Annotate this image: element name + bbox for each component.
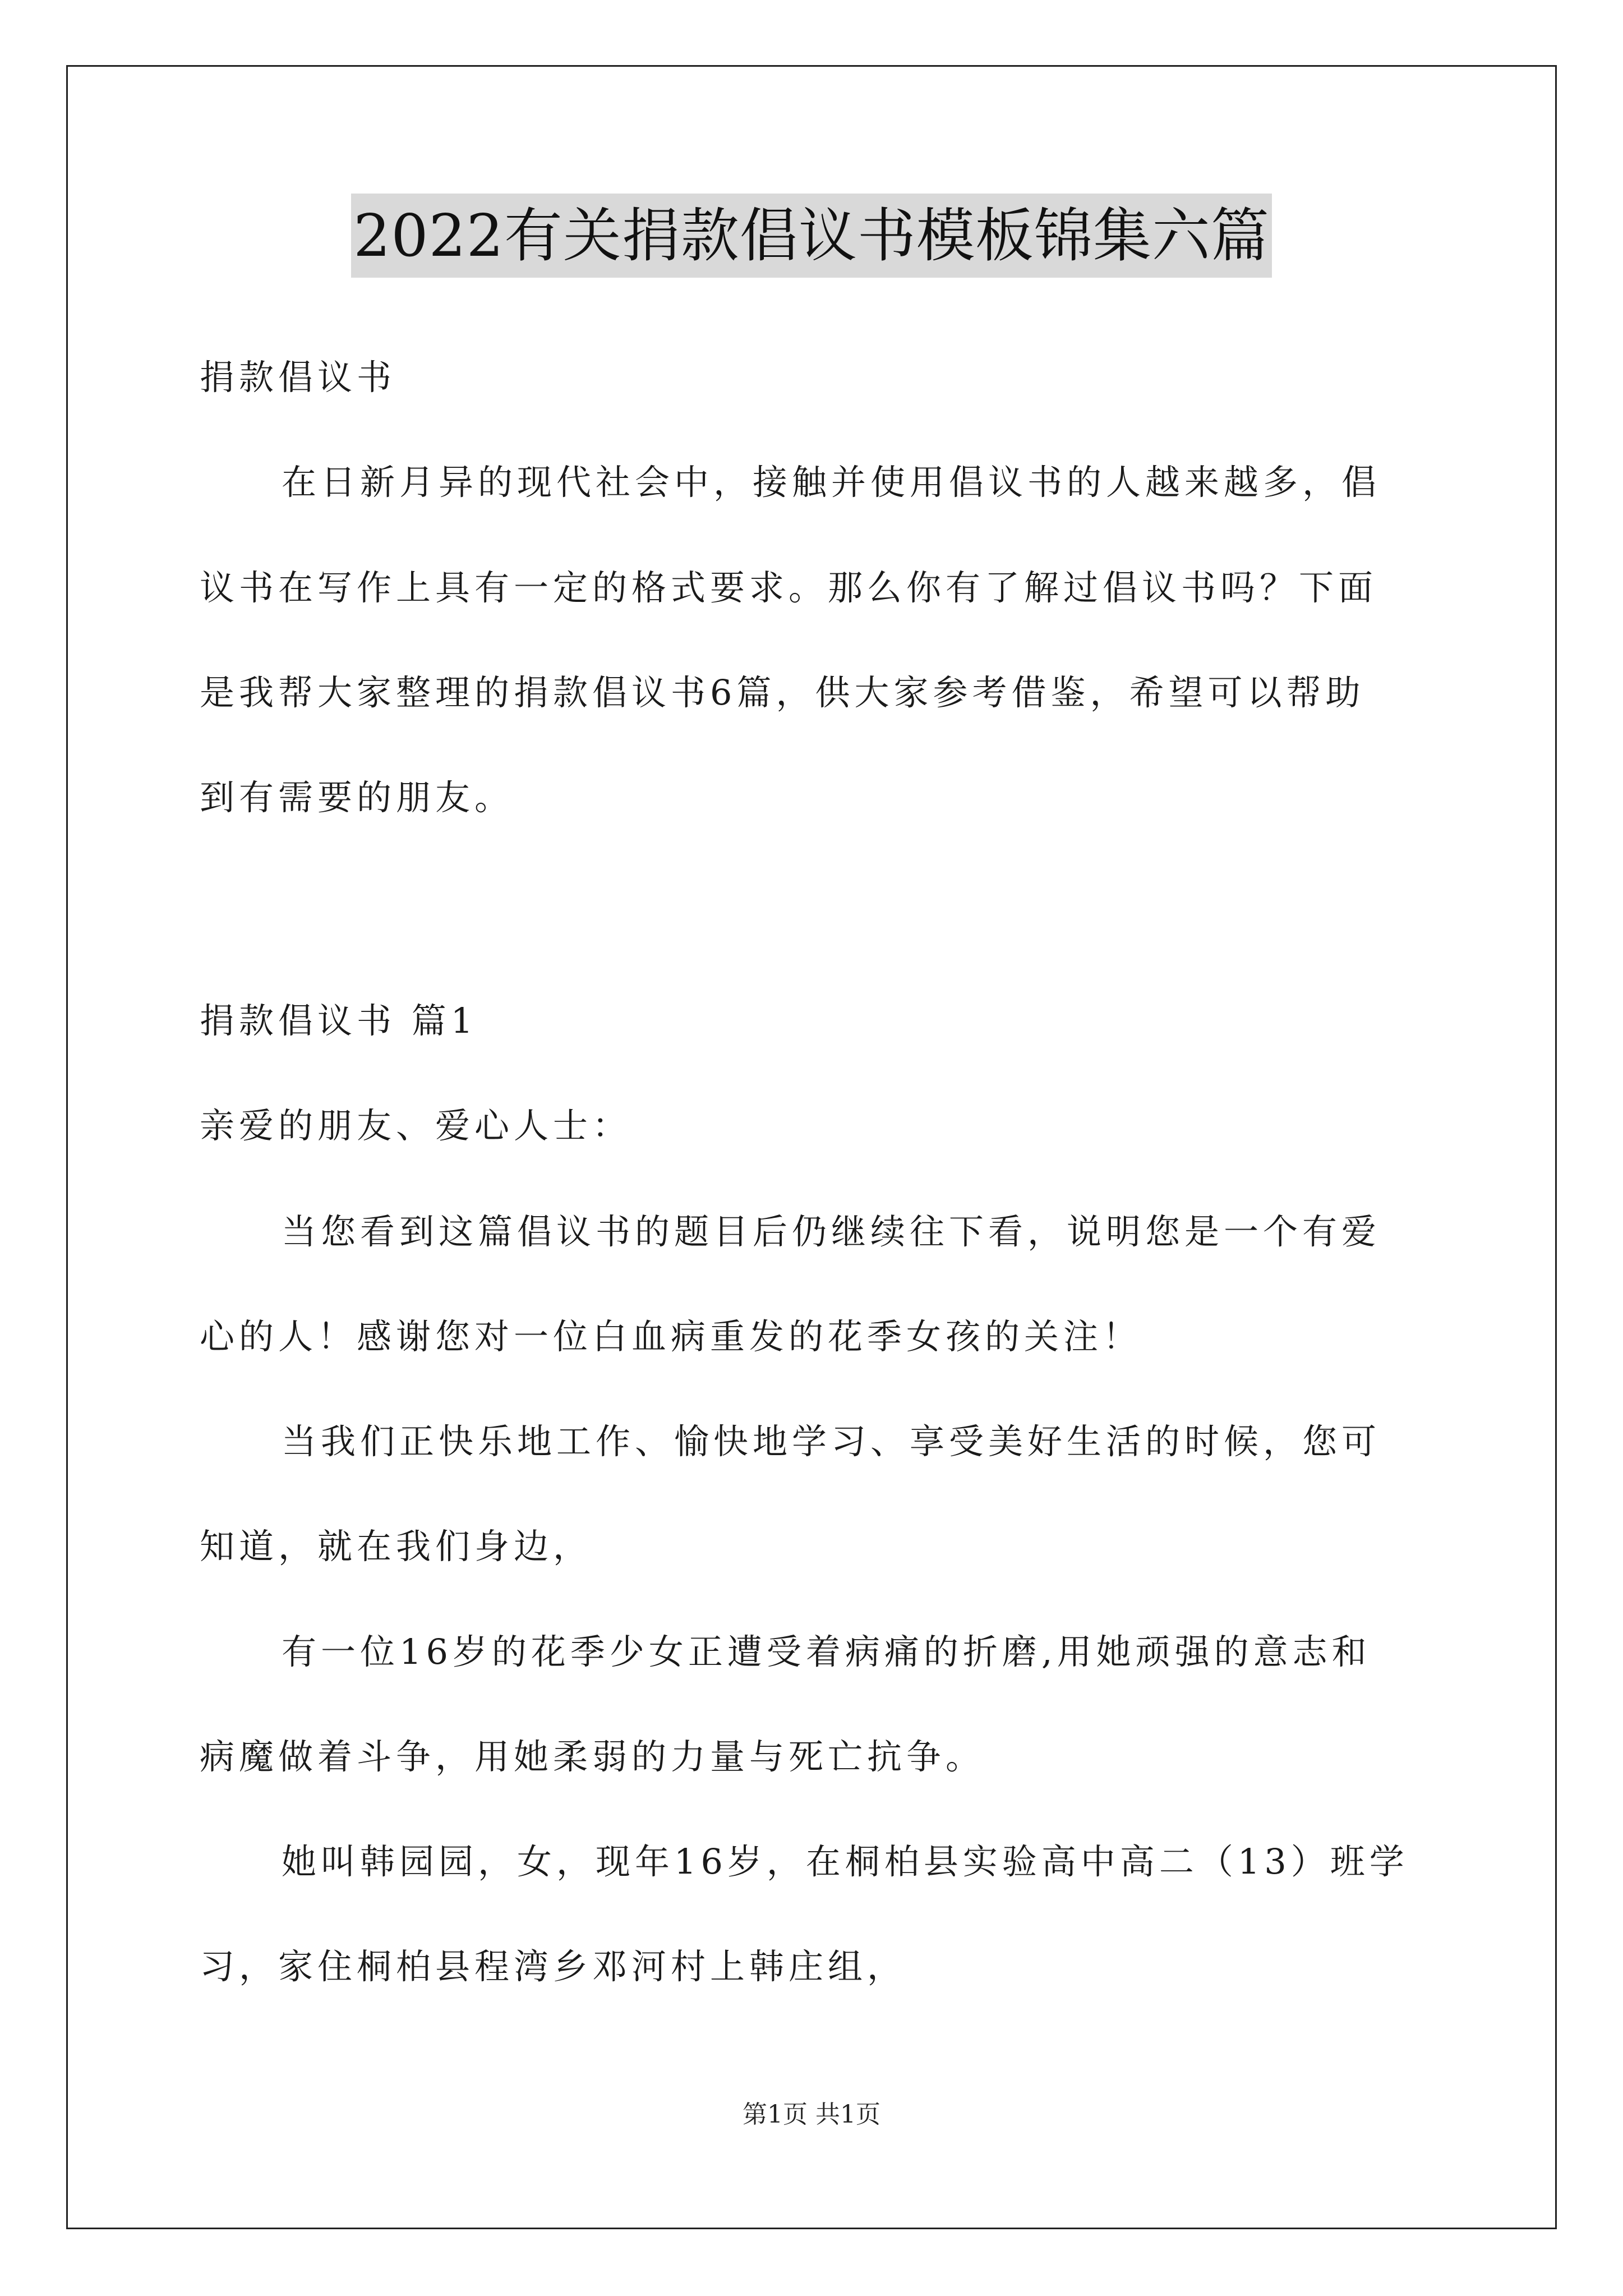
section-heading-1: 捐款倡议书 篇1: [200, 1000, 478, 1041]
intro-line-3: 是我帮大家整理的捐款倡议书6篇，供大家参考借鉴，希望可以帮助: [200, 672, 1365, 713]
para2-line-2: 知道，就在我们身边，: [200, 1526, 593, 1567]
intro-line-2: 议书在写作上具有一定的格式要求。那么你有了解过倡议书吗？下面: [200, 567, 1378, 608]
para3-line-2: 病魔做着斗争，用她柔弱的力量与死亡抗争。: [200, 1736, 985, 1777]
title-container: [0, 194, 1623, 278]
para3-line-1: 有一位16岁的花季少女正遭受着病痛的折磨,用她顽强的意志和: [282, 1631, 1371, 1672]
heading-donation-proposal: 捐款倡议书: [200, 357, 396, 398]
para4-line-1: 她叫韩园园，女，现年16岁，在桐柏县实验高中高二（13）班学: [282, 1841, 1409, 1882]
document-title: 2022有关捐款倡议书模板锦集六篇: [351, 194, 1272, 278]
para1-line-2: 心的人！感谢您对一位白血病重发的花季女孩的关注！: [200, 1316, 1142, 1357]
salutation: 亲爱的朋友、爱心人士：: [200, 1105, 632, 1146]
para1-line-1: 当您看到这篇倡议书的题目后仍继续往下看，说明您是一个有爱: [282, 1211, 1381, 1252]
para4-line-2: 习，家住桐柏县程湾乡邓河村上韩庄组，: [200, 1946, 907, 1987]
page-footer: 第1页 共1页: [743, 2100, 880, 2129]
intro-line-1: 在日新月异的现代社会中，接触并使用倡议书的人越来越多，倡: [282, 462, 1381, 503]
para2-line-1: 当我们正快乐地工作、愉快地学习、享受美好生活的时候，您可: [282, 1421, 1381, 1462]
intro-line-4: 到有需要的朋友。: [200, 777, 514, 818]
